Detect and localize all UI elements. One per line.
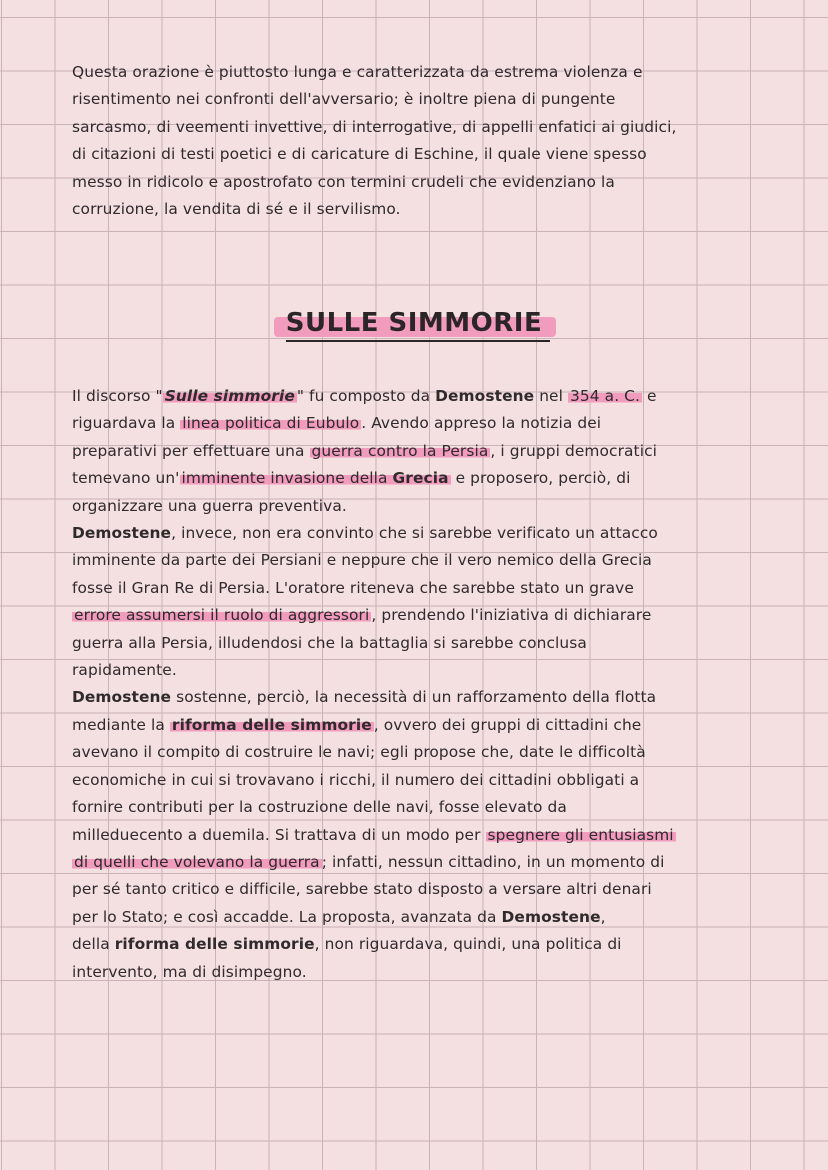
body-line: fosse il Gran Re di Persia. L'oratore riteneva che sarebbe stato un grave [72, 578, 634, 597]
intro-paragraph [72, 59, 762, 223]
body-line: mediante la riforma delle simmorie , ovvero dei gruppi di cittadini che [72, 715, 642, 734]
section-title [280, 308, 549, 338]
intro-line: messo in ridicolo e apostrofato con termini crudeli che evidenziano la [72, 172, 615, 191]
body-line: organizzare una guerra preventiva. [72, 496, 347, 515]
highlight: linea politica di Eubulo [182, 414, 360, 433]
intro-line: risentimento nei confronti dell'avversario; è inoltre piena di pungente [72, 90, 616, 109]
body-line: preparativi per effettuare una guerra contro la Persia , i gruppi democratici [72, 441, 658, 460]
highlight: spegnere gli entusiasmi [487, 825, 674, 844]
highlight: guerra contro la Persia [311, 441, 489, 460]
body-line: guerra alla Persia, illudendosi che la battaglia si sarebbe conclusa [72, 633, 587, 652]
body-line: Demostene sostenne, perciò, la necessità di un rafforzamento della flotta [72, 688, 657, 707]
body-line: avevano il compito di costruire le navi; egli propose che, date le difficoltà [72, 743, 646, 762]
bold-term: riforma delle simmorie [114, 935, 315, 954]
section-title-wrapper [0, 308, 828, 338]
body-line: errore assumersi il ruolo di aggressori , prendendo l'iniziativa di dichiarare [74, 606, 652, 625]
intro-line: sarcasmo, di veementi invettive, di interrogative, di appelli enfatici ai giudici, [72, 117, 677, 136]
body-line: Demostene, invece, non era convinto che si sarebbe verificato un attacco [72, 524, 658, 543]
body-line: fornire contributi per la costruzione delle navi, fosse elevato da [72, 798, 567, 817]
intro-line: di citazioni di testi poetici e di caricature di Eschine, il quale viene spesso [72, 145, 647, 164]
body-line: rapidamente. [72, 661, 177, 680]
section-title-text: SULLE SIMMORIE [285, 308, 543, 338]
body-line: Il discorso " Sulle simmorie " fu composto da Demostene nel 354 a. C. e [72, 387, 657, 405]
bold-name: Demostene [72, 688, 172, 707]
bold-name: Demostene [72, 524, 172, 543]
body-line: per lo Stato; e così accadde. La proposta, avanzata da Demostene, [72, 907, 606, 926]
highlight: 354 a. C. [570, 387, 641, 405]
body-line: intervento, ma di disimpegno. [72, 962, 307, 981]
title-underline [286, 340, 551, 342]
body-text [72, 383, 772, 986]
bold-name: Demostene [501, 907, 601, 926]
body-line: milleduecento a duemila. Si trattava di un modo per spegnere gli entusiasmi [72, 825, 674, 844]
intro-line: Questa orazione è piuttosto lunga e caratterizzata da estrema violenza e [72, 63, 643, 81]
bold-name: Demostene [435, 387, 535, 405]
highlight: imminente invasione della Grecia [181, 469, 449, 488]
body-line: di quelli che volevano la guerra ; infatti, nessun cittadino, in un momento di [74, 852, 665, 871]
body-line: per sé tanto critico e difficile, sarebbe stato disposto a versare altri denari [72, 880, 652, 899]
body-line: della riforma delle simmorie, non riguardava, quindi, una politica di [72, 935, 622, 954]
highlight: riforma delle simmorie [171, 715, 372, 734]
highlight: Sulle simmorie [164, 387, 295, 405]
body-line: economiche in cui si trovavano i ricchi, il numero dei cittadini obbligati a [72, 770, 640, 789]
body-line: imminente da parte dei Persiani e neppure che il vero nemico della Grecia [72, 551, 652, 570]
body-line: temevano un' imminente invasione della Grecia e proposero, perciò, di [72, 469, 631, 488]
highlight: di quelli che volevano la guerra [74, 852, 320, 871]
highlight: errore assumersi il ruolo di aggressori [74, 606, 370, 625]
intro-line: corruzione, la vendita di sé e il servilismo. [72, 200, 401, 219]
body-line: riguardava la linea politica di Eubulo . Avendo appreso la notizia dei [72, 414, 602, 433]
